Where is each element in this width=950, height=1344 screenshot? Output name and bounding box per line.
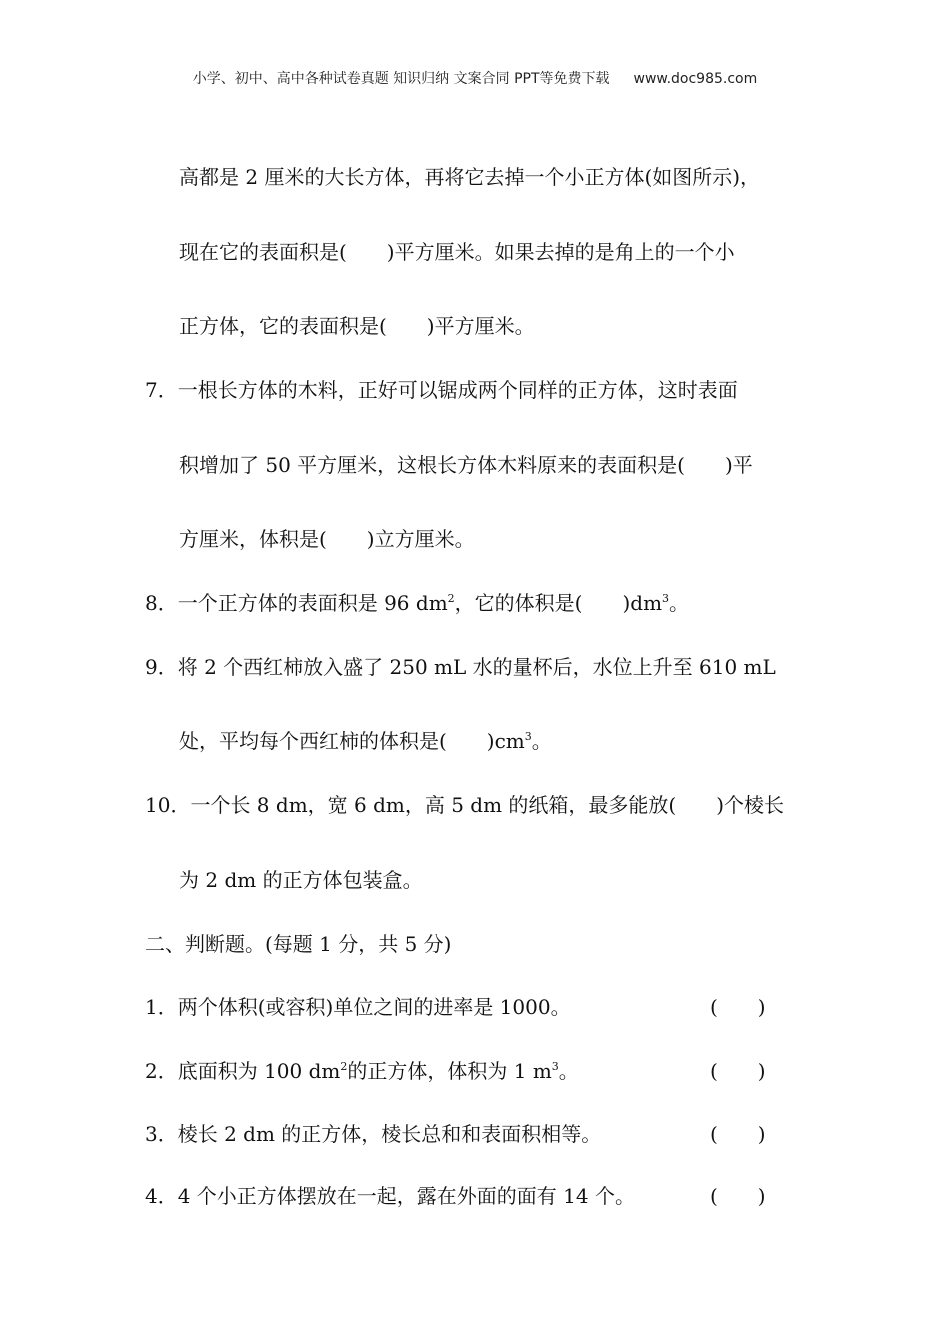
header-text: 小学、初中、高中各种试卷真题 知识归纳 文案合同 PPT等免费下载: [192, 71, 610, 87]
judge-q4: 4．4 个小正方体摆放在一起，露在外面的面有 14 个。: [145, 1184, 635, 1208]
q9-text-c: 。: [531, 729, 552, 753]
judge-q2-text-c: 。: [558, 1059, 579, 1083]
q7-line-1: 7．一根长方体的木料，正好可以锯成两个同样的正方体，这时表面: [145, 378, 738, 402]
q9-line-1: 9．将 2 个西红柿放入盛了 250 mL 水的量杯后，水位上升至 610 mL: [145, 655, 776, 679]
q8-line: [145, 589, 689, 617]
header-site-link[interactable]: www.doc985.com: [633, 71, 758, 87]
q6-line-3: 正方体，它的表面积是( )平方厘米。: [179, 314, 535, 338]
q8-sup-b: 3: [662, 592, 670, 605]
judge-q1-answer-paren: ( ): [710, 995, 766, 1019]
q8-sup-a: 2: [447, 592, 455, 605]
section-judge-heading: 二、判断题。(每题 1 分，共 5 分): [145, 932, 452, 956]
q10-line-1: 10．一个长 8 dm，宽 6 dm，高 5 dm 的纸箱，最多能放( )个棱长: [145, 793, 785, 817]
q9-sup: 3: [524, 730, 532, 743]
judge-q3-answer-paren: ( ): [710, 1122, 766, 1146]
judge-q2-text-b: 的正方体，体积为 1 m: [347, 1059, 552, 1083]
q6-line-1: 高都是 2 厘米的大长方体，再将它去掉一个小正方体(如图所示)，: [179, 165, 761, 189]
judge-q2-sup-b: 3: [551, 1060, 559, 1073]
judge-q2-answer-paren: ( ): [710, 1059, 766, 1083]
q9-line-2: [179, 727, 552, 755]
page-header: [0, 68, 950, 88]
judge-q1: 1．两个体积(或容积)单位之间的进率是 1000。: [145, 995, 571, 1019]
judge-q2-sup-a: 2: [340, 1060, 348, 1073]
q6-line-2: 现在它的表面积是( )平方厘米。如果去掉的是角上的一个小: [179, 240, 735, 264]
judge-q2-text-a: 2．底面积为 100 dm: [145, 1059, 341, 1083]
q8-text-c: 。: [669, 591, 690, 615]
q7-line-3: 方厘米，体积是( )立方厘米。: [179, 527, 475, 551]
judge-q3: 3．棱长 2 dm 的正方体，棱长总和和表面积相等。: [145, 1122, 602, 1146]
q7-line-2: 积增加了 50 平方厘米，这根长方体木料原来的表面积是( )平: [179, 453, 753, 477]
judge-q4-answer-paren: ( ): [710, 1184, 766, 1208]
q8-text-b: ，它的体积是( )dm: [454, 591, 663, 615]
q9-text-a: 处，平均每个西红柿的体积是( )cm: [179, 729, 525, 753]
q10-line-2: 为 2 dm 的正方体包装盒。: [179, 868, 423, 892]
judge-q2: [145, 1057, 579, 1085]
q8-text-a: 8．一个正方体的表面积是 96 dm: [145, 591, 448, 615]
